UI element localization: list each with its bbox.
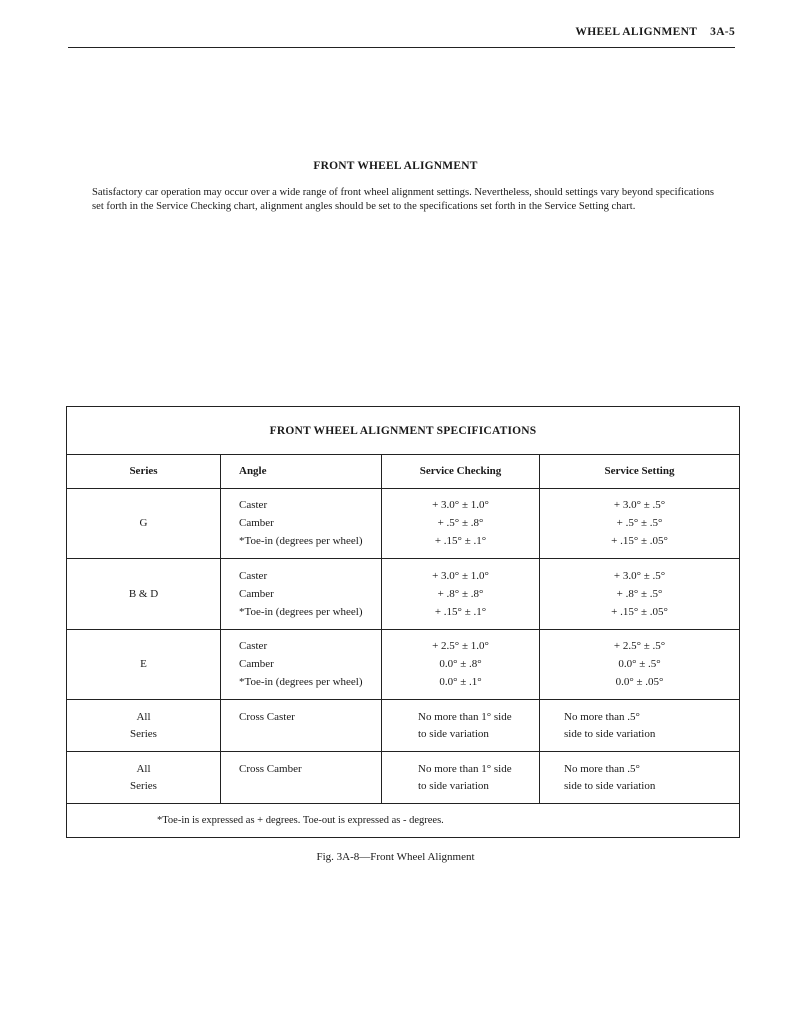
setting-value: side to side variation [564, 779, 656, 792]
checking-cell [382, 629, 540, 699]
column-header-angle: Angle [221, 455, 382, 489]
setting-value: + 3.0° ± .5° [613, 499, 666, 512]
checking-value: + 2.5° ± 1.0° [432, 640, 489, 653]
angle-cell [221, 488, 382, 558]
angle-label: Cross Camber [239, 762, 302, 775]
setting-value: + .8° ± .5° [616, 587, 663, 600]
angle-cell [221, 752, 382, 804]
setting-cell [540, 752, 740, 804]
angle-label: Caster [239, 569, 268, 582]
intro-paragraph: Satisfactory car operation may occur over a wide range of front wheel alignment settings. Nevertheless, should settings vary beyond specifications set forth in the Service Checking chart, alignment angles should be set to the specifications set forth in the Service Setting chart. [92, 187, 714, 212]
angle-label: *Toe-in (degrees per wheel) [239, 535, 363, 548]
column-header-row [67, 455, 740, 489]
series-cell [67, 752, 221, 804]
page-header [575, 26, 735, 38]
angle-label: *Toe-in (degrees per wheel) [239, 605, 363, 618]
angle-label: Caster [239, 640, 268, 653]
series-label: All [136, 762, 151, 775]
column-header-service-checking: Service Checking [382, 455, 540, 489]
angle-label: Camber [239, 517, 274, 530]
angle-label: Cross Caster [239, 710, 295, 723]
series-label: Series [130, 779, 157, 792]
page-number: 3A-5 [710, 26, 735, 38]
angle-label: *Toe-in (degrees per wheel) [239, 676, 363, 689]
series-cell [67, 700, 221, 752]
angle-cell [221, 559, 382, 629]
header-rule [68, 47, 735, 48]
alignment-spec-table [66, 406, 740, 838]
setting-value: 0.0° ± .5° [618, 658, 661, 671]
column-header-series: Series [67, 455, 221, 489]
checking-value: + 3.0° ± 1.0° [432, 499, 489, 512]
table-title: FRONT WHEEL ALIGNMENT SPECIFICATIONS [67, 407, 740, 455]
table-row [67, 559, 740, 629]
angle-label: Camber [239, 587, 274, 600]
checking-value: to side variation [418, 779, 489, 792]
setting-value: side to side variation [564, 727, 656, 740]
table-row [67, 700, 740, 752]
checking-value: No more than 1° side [418, 762, 512, 775]
setting-value: + .15° ± .05° [611, 535, 668, 548]
checking-cell [382, 559, 540, 629]
figure-caption: Fig. 3A-8—Front Wheel Alignment [316, 851, 475, 863]
checking-value: + .8° ± .8° [437, 587, 484, 600]
table-row [67, 752, 740, 804]
column-header-service-setting: Service Setting [540, 455, 740, 489]
setting-value: + 2.5° ± .5° [613, 640, 666, 653]
checking-cell [382, 700, 540, 752]
setting-value: + 3.0° ± .5° [613, 569, 666, 582]
checking-value: + .5° ± .8° [437, 517, 484, 530]
series-cell: G [67, 488, 221, 558]
checking-value: 0.0° ± .8° [439, 658, 482, 671]
table-row [67, 488, 740, 558]
series-label: Series [130, 727, 157, 740]
table-footnote: *Toe-in is expressed as + degrees. Toe-out is expressed as - degrees. [67, 804, 740, 838]
setting-cell [540, 700, 740, 752]
checking-cell [382, 752, 540, 804]
angle-label: Caster [239, 499, 268, 512]
section-title: FRONT WHEEL ALIGNMENT [313, 160, 478, 172]
checking-value: 0.0° ± .1° [439, 676, 482, 689]
checking-value: No more than 1° side [418, 710, 512, 723]
setting-value: No more than .5° [564, 762, 640, 775]
angle-cell [221, 629, 382, 699]
checking-value: + 3.0° ± 1.0° [432, 569, 489, 582]
setting-value: 0.0° ± .05° [615, 676, 664, 689]
setting-value: + .5° ± .5° [616, 517, 663, 530]
setting-value: No more than .5° [564, 710, 640, 723]
angle-label: Camber [239, 658, 274, 671]
checking-value: + .15° ± .1° [434, 535, 487, 548]
setting-cell [540, 559, 740, 629]
angle-cell [221, 700, 382, 752]
checking-cell [382, 488, 540, 558]
table-row [67, 629, 740, 699]
setting-value: + .15° ± .05° [611, 605, 668, 618]
series-label: All [136, 710, 151, 723]
series-cell: B & D [67, 559, 221, 629]
setting-cell [540, 629, 740, 699]
checking-value: to side variation [418, 727, 489, 740]
setting-cell [540, 488, 740, 558]
checking-value: + .15° ± .1° [434, 605, 487, 618]
running-title: WHEEL ALIGNMENT [575, 26, 697, 38]
series-cell: E [67, 629, 221, 699]
